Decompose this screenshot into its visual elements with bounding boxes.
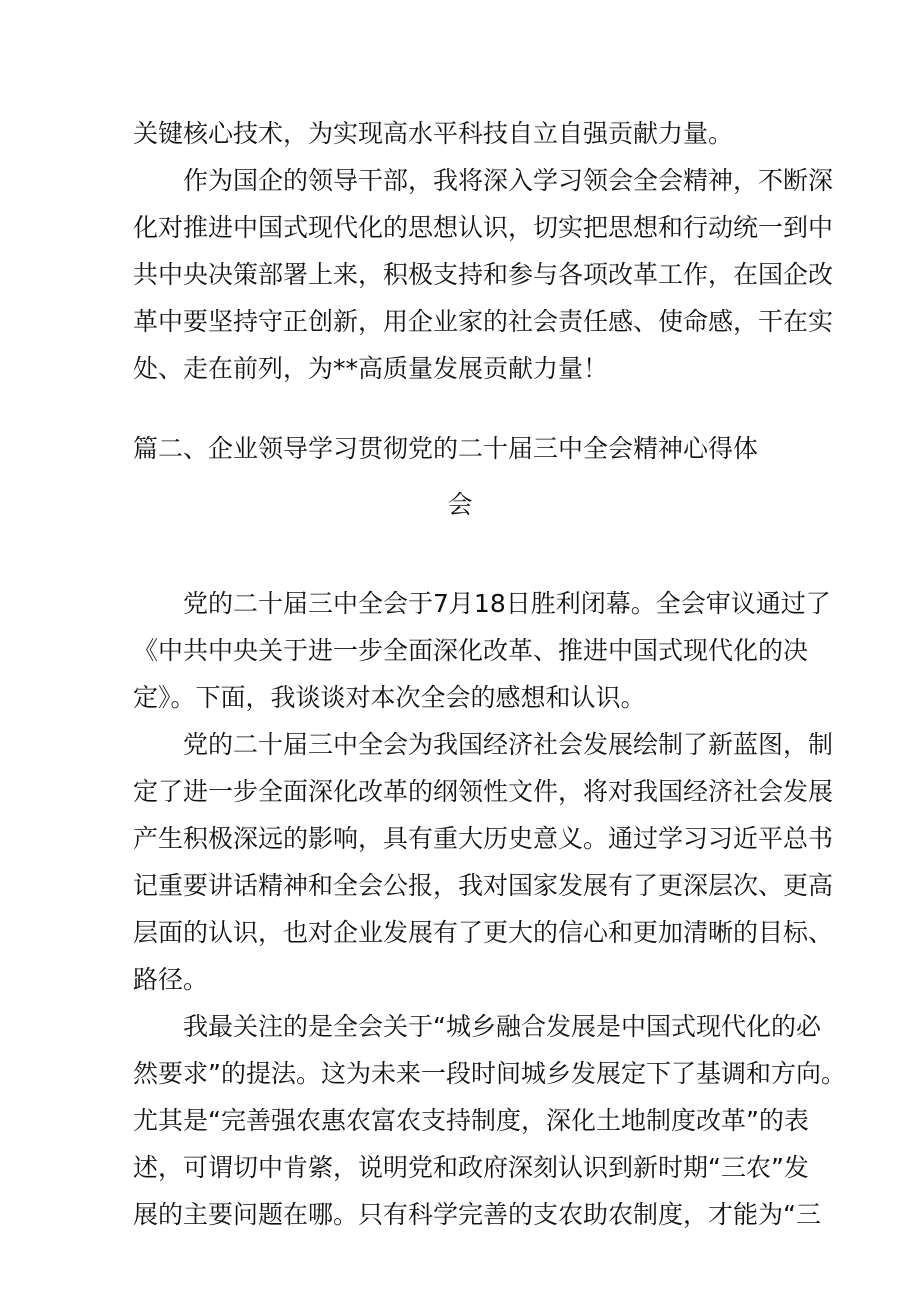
paragraph-line: 路径。 — [133, 965, 209, 994]
paragraph-line: 《中共中央关于进一步全面深化改革、推进中国式现代化的决 — [133, 636, 809, 665]
paragraph-line: 革中要坚持守正创新，用企业家的社会责任感、使命感，干在实 — [133, 307, 834, 336]
paragraph-line: 层面的认识，也对企业发展有了更大的信心和更加清晰的目标、 — [133, 918, 834, 947]
paragraph-line: 共中央决策部署上来，积极支持和参与各项改革工作，在国企改 — [133, 260, 834, 289]
paragraph-line: 记重要讲话精神和全会公报，我对国家发展有了更深层次、更高 — [133, 871, 834, 900]
section-heading: 篇二、企业领导学习贯彻党的二十届三中全会精神心得体 — [133, 434, 759, 463]
paragraph-line: 述，可谓切中肯綮，说明党和政府深刻认识到新时期“三农”发 — [133, 1153, 809, 1182]
paragraph-line: 定了进一步全面深化改革的纲领性文件，将对我国经济社会发展 — [133, 777, 834, 806]
paragraph-line: 处、走在前列，为**高质量发展贡献力量！ — [133, 354, 609, 383]
paragraph-line: 党的二十届三中全会为我国经济社会发展绘制了新蓝图，制 — [183, 730, 834, 759]
paragraph-line: 尤其是“完善强农惠农富农支持制度，深化土地制度改革”的表 — [133, 1106, 809, 1135]
paragraph-line: 产生积极深远的影响，具有重大历史意义。通过学习习近平总书 — [133, 824, 834, 853]
paragraph-line: 然要求”的提法。这为未来一段时间城乡发展定下了基调和方向。 — [133, 1059, 846, 1088]
section-heading-continuation: 会 — [447, 490, 473, 519]
paragraph-line: 化对推进中国式现代化的思想认识，切实把思想和行动统一到中 — [133, 213, 834, 242]
paragraph-line: 关键核心技术，为实现高水平科技自立自强贡献力量。 — [133, 119, 734, 148]
paragraph-line: 定》。下面，我谈谈对本次全会的感想和认识。 — [133, 683, 646, 712]
paragraph-line: 展的主要问题在哪。只有科学完善的支农助农制度，才能为“三 — [133, 1200, 821, 1229]
paragraph-line: 作为国企的领导干部，我将深入学习领会全会精神，不断深 — [183, 166, 834, 195]
paragraph-line: 党的二十届三中全会于7月18日胜利闭幕。全会审议通过了 — [183, 589, 831, 618]
paragraph-line: 我最关注的是全会关于“城乡融合发展是中国式现代化的必 — [183, 1012, 821, 1041]
